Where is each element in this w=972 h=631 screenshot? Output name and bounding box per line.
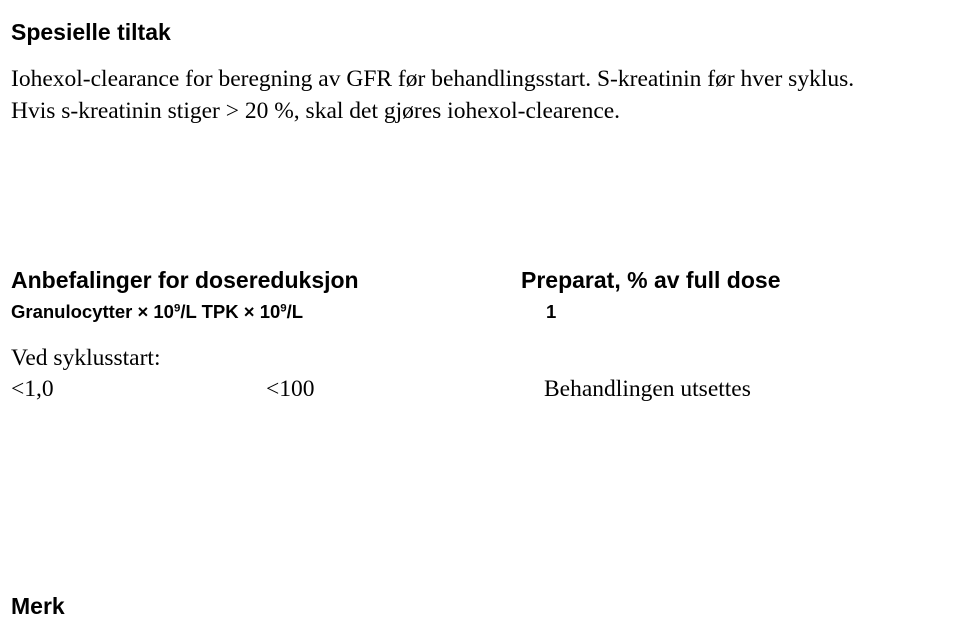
action-value: Behandlingen utsettes — [544, 376, 751, 402]
special-measures-line-2: Hvis s-kreatinin stiger > 20 %, skal det gjøres iohexol-clearence. — [11, 98, 621, 124]
cycle-start-subheading: Ved syklusstart: — [11, 345, 161, 371]
granulocytes-exponent: 9 — [173, 302, 181, 315]
section-heading-special-measures: Spesielle tiltak — [11, 19, 171, 45]
tpk-exponent: 9 — [280, 302, 287, 315]
preparat-heading: Preparat, % av full dose — [521, 267, 781, 293]
special-measures-line-1: Iohexol-clearance for beregning av GFR før behandlingsstart. S-kreatinin før hver syklus. — [11, 66, 855, 92]
section-heading-note: Merk — [11, 593, 65, 619]
tpk-value: <100 — [266, 376, 315, 402]
column-header-preparat-1: 1 — [546, 301, 557, 322]
section-heading-dose-reduction: Anbefalinger for dosereduksjon — [11, 267, 359, 293]
tpk-unit: /L — [286, 301, 304, 322]
tpk-label: TPK × 10 — [201, 301, 281, 322]
column-header-granulocytes-tpk — [11, 301, 303, 323]
granulocytes-label: Granulocytter × 10 — [11, 301, 174, 322]
granulocytes-unit: /L — [180, 301, 197, 322]
granulocytes-value: <1,0 — [11, 376, 54, 402]
